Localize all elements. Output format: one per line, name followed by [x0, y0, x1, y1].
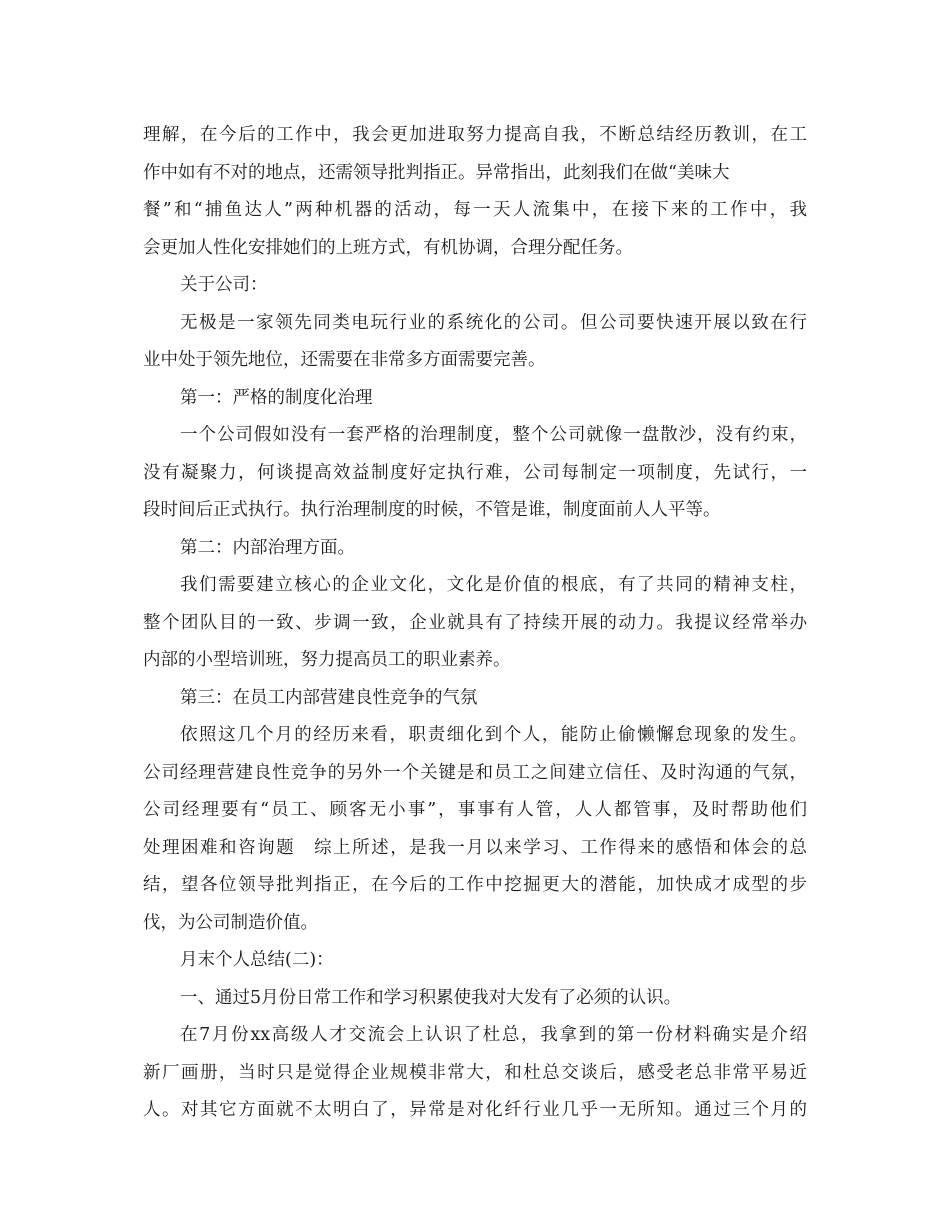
- text-line: 伐，为公司制造价值。: [143, 912, 318, 933]
- text-line: 业中处于领先地位，还需要在非常多方面需要完善。: [143, 350, 546, 370]
- text-line: 在7月份xx高级人才交流会上认识了杜总，我拿到的第一份材料确实是介绍: [180, 1025, 807, 1045]
- text-line: 人。对其它方面就不太明白了，异常是对化纤行业几乎一无所知。通过三个月的: [143, 1100, 807, 1120]
- text-line: 餐”和“捕鱼达人”两种机器的活动，每一天人流集中，在接下来的工作中，我: [143, 200, 807, 220]
- document-body: [143, 117, 807, 1130]
- text-line: 新厂画册，当时只是觉得企业规模非常大，和杜总交谈后，感受老总非常平易近: [143, 1062, 807, 1083]
- text-line: 第三：在员工内部营建良性竞争的气氛: [180, 687, 478, 708]
- text-line: 关于公司：: [180, 275, 268, 295]
- text-line: 没有凝聚力，何谈提高效益制度好定执行难，公司每制定一项制度，先试行，一: [143, 462, 807, 483]
- text-line: 我们需要建立核心的企业文化，文化是价值的根底，有了共同的精神支柱，: [180, 575, 807, 595]
- text-line: 公司经理营建良性竞争的另外一个关键是和员工之间建立信任、及时沟通的气氛，: [143, 762, 807, 783]
- text-line: 段时间后正式执行。执行治理制度的时候，不管是谁，制度面前人人平等。: [143, 500, 721, 520]
- text-line: 整个团队目的一致、步调一致，企业就具有了持续开展的动力。我提议经常举办: [143, 612, 807, 633]
- text-line: 理解，在今后的工作中，我会更加进取努力提高自我，不断总结经历教训，在工: [143, 125, 807, 145]
- text-line: 内部的小型培训班，努力提高员工的职业素养。: [143, 650, 511, 670]
- text-line: 一个公司假如没有一套严格的治理制度，整个公司就像一盘散沙，没有约束，: [180, 425, 807, 445]
- text-line: 依照这几个月的经历来看，职责细化到个人，能防止偷懒懈怠现象的发生。: [180, 725, 807, 745]
- text-line: 无极是一家领先同类电玩行业的系统化的公司。但公司要快速开展以致在行: [180, 312, 807, 333]
- text-line: 第二：内部治理方面。: [180, 537, 355, 558]
- text-line: 公司经理要有“员工、顾客无小事”，事事有人管，人人都管事，及时帮助他们: [143, 800, 807, 820]
- text-line: 结，望各位领导批判指正，在今后的工作中挖掘更大的潜能，加快成才成型的步: [143, 875, 807, 895]
- text-line: 第一：严格的制度化治理: [180, 387, 373, 408]
- text-line: 作中如有不对的地点，还需领导批判指正。异常指出，此刻我们在做“美味大: [143, 162, 730, 183]
- text-line: 会更加人性化安排她们的上班方式，有机协调，合理分配任务。: [143, 237, 633, 258]
- text-line: 月末个人总结(二)：: [180, 950, 334, 970]
- text-line: 一、通过5月份日常工作和学习积累使我对大发有了必须的认识。: [180, 987, 682, 1008]
- text-line: 处理困难和咨询题 综上所述，是我一月以来学习、工作得来的感悟和体会的总: [143, 837, 807, 858]
